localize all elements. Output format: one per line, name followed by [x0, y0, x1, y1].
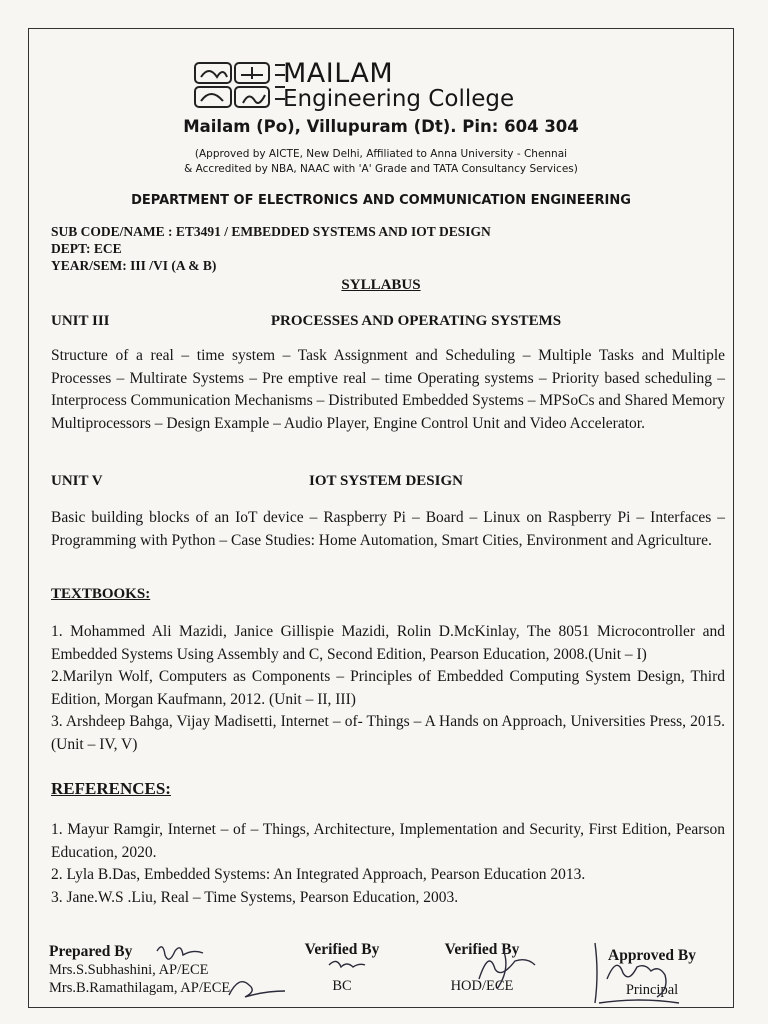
approver-role: Principal	[625, 982, 679, 998]
approval-line-1: (Approved by AICTE, New Delhi, Affiliated to Anna University - Chennai	[194, 148, 568, 160]
unit-title: IOT SYSTEM DESIGN	[309, 473, 463, 489]
list-item: 1. Mohammed Ali Mazidi, Janice Gillispie Mazidi, Rolin D.McKinlay, The 8051 Microcontroller and Embedded Systems Using Assembly and C, Second Edition, Pearson Education, 2008.(Unit – I)	[51, 623, 725, 663]
list-item: 3. Arshdeep Bahga, Vijay Madisetti, Internet – of- Things – A Hands on Approach, Universities Press, 2015. (Unit – IV, V)	[51, 713, 725, 753]
unit-5-content: Basic building blocks of an IoT device – Raspberry Pi – Board – Linux on Raspberry Pi – Interfaces – Programming with Python – Case Studies: Home Automation, Smart Cities, Environment and Agriculture.	[51, 509, 725, 549]
unit-label: UNIT V	[51, 473, 103, 489]
verified-by-title: Verified By	[304, 941, 380, 958]
textbooks-list	[51, 621, 725, 756]
verified-by-hod	[427, 941, 537, 995]
verified-by-title: Verified By	[444, 941, 520, 958]
department-code: DEPT: ECE	[51, 241, 122, 256]
college-logo-icon	[191, 59, 289, 111]
department-title: DEPARTMENT OF ELECTRONICS AND COMMUNICATION ENGINEERING	[131, 193, 631, 208]
approval-statement	[29, 147, 733, 177]
preparer-name: Mrs.S.Subhashini, AP/ECE	[49, 962, 209, 978]
syllabus-title: SYLLABUS	[341, 277, 421, 293]
list-item: 1. Mayur Ramgir, Internet – of – Things, Architecture, Implementation and Security, First Edition, Pearson Education, 2020.	[51, 821, 725, 861]
unit-3-content: Structure of a real – time system – Task Assignment and Scheduling – Multiple Tasks and Multiple Processes – Multirate Systems – Pre emptive real – time Operating systems – Priority based scheduling – Interprocess Communication Mechanisms – Distributed Embedded Systems – MPSoCs and Shared Memory Multiprocessors – Design Example – Audio Player, Engine Control Unit and Video Accelerator.	[51, 347, 725, 432]
college-address: Mailam (Po), Villupuram (Dt). Pin: 604 304	[183, 117, 579, 136]
verifier-role: HOD/ECE	[450, 978, 514, 994]
subject-code-name: SUB CODE/NAME : ET3491 / EMBEDDED SYSTEMS AND IOT DESIGN	[51, 224, 491, 239]
signature-block	[29, 939, 733, 1009]
syllabus-page	[28, 28, 734, 1008]
textbooks-heading: TEXTBOOKS:	[51, 586, 151, 602]
unit-label: UNIT III	[51, 313, 110, 329]
college-name: MAILAM	[283, 58, 394, 89]
list-item: 2.Marilyn Wolf, Computers as Components – Principles of Embedded Computing System Design, Third Edition, Morgan Kaufmann, 2012. (Unit – II, III)	[51, 668, 725, 708]
references-heading: REFERENCES:	[51, 779, 171, 798]
verifier-role: BC	[332, 978, 352, 994]
list-item: 2. Lyla B.Das, Embedded Systems: An Integrated Approach, Pearson Education 2013.	[51, 866, 586, 883]
approved-by	[597, 947, 707, 999]
verified-by-bc	[287, 941, 397, 995]
approval-line-2: & Accredited by NBA, NAAC with 'A' Grade and TATA Consultancy Services)	[184, 163, 578, 175]
references-list	[51, 819, 725, 909]
unit-title: PROCESSES AND OPERATING SYSTEMS	[270, 313, 562, 329]
college-subtitle: Engineering College	[283, 86, 515, 112]
preparer-name: Mrs.B.Ramathilagam, AP/ECE	[49, 980, 231, 996]
prepared-by	[49, 943, 230, 997]
letterhead	[29, 29, 733, 219]
list-item: 3. Jane.W.S .Liu, Real – Time Systems, Pearson Education, 2003.	[51, 888, 459, 906]
approved-by-title: Approved By	[608, 947, 696, 964]
course-meta	[51, 223, 491, 274]
prepared-by-title: Prepared By	[49, 943, 133, 960]
year-semester: YEAR/SEM: III /VI (A & B)	[51, 258, 217, 273]
